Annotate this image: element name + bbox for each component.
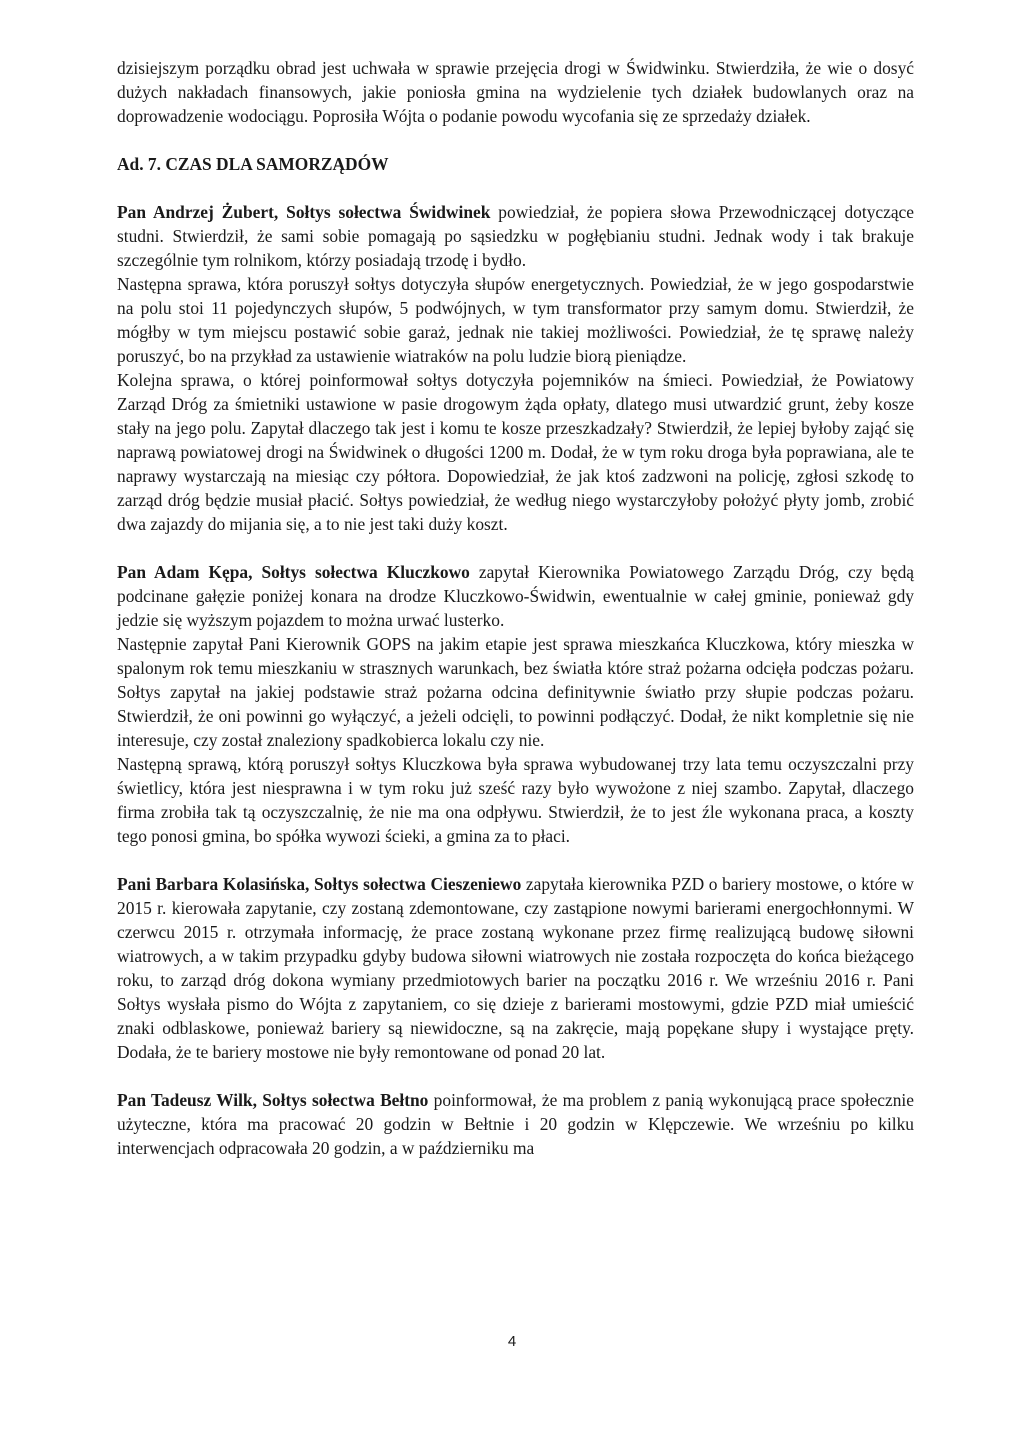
wilk-paragraph xyxy=(117,1088,914,1160)
kepa-text-1: zapytał Kierownika Powiatowego Zarządu Dróg, czy będą podcinane gałęzie poniżej konara na drodze Kluczkowo-Świdwin, ewentualnie w całej gminie, ponieważ gdy jedzie się wyższym pojazdem to można urwać lusterko. xyxy=(117,562,914,630)
wilk-text: poinformował, że ma problem z panią wykonującą prace społecznie użyteczne, która ma pracować 20 godzin w Bełtnie i 20 godzin w Klępczewie. We wrześniu po kilku interwencjach odpracowała 20 godzin, a w październiku ma xyxy=(117,1090,914,1158)
zubert-paragraph-1 xyxy=(117,200,914,272)
kolasinska-text: zapytała kierownika PZD o bariery mostowe, o które w 2015 r. kierowała zapytanie, czy zostaną zdemontowane, czy zastąpione nowymi barierami energochłonnymi. W czerwcu 2015 r. otrzymała informację, że prace zostaną wykonane przez firmę realizującą budowę siłowni wiatrowych, a w takim przypadku gdyby budowa siłowni wiatrowych nie została rozpoczęta do końca bieżącego roku, to zarząd dróg dokona wymiany przedmiotowych barier na początku 2016 r. We wrześniu 2016 r. Pani Sołtys wysłała pismo do Wójta z zapytaniem, co się dzieje z barierami mostowymi, gdzie PZD miał umieścić znaki odblaskowe, ponieważ bariery są niewidoczne, są na zakręcie, mają popękane słupy i wystające pręty. Dodała, że te bariery mostowe nie były remontowane od ponad 20 lat. xyxy=(117,874,914,1062)
zubert-paragraph-3: Kolejna sprawa, o której poinformował sołtys dotyczyła pojemników na śmieci. Powiedział, że Powiatowy Zarząd Dróg za śmietniki ustawione w pasie drogowym żąda opłaty, dlatego musi utwardzić grunt, żeby kosze stały na jego polu. Zapytał dlaczego tak jest i komu te kosze przeszkadzały? Stwierdził, że lepiej byłoby zająć się naprawą powiatowej drogi na Świdwinek o długości 1200 m. Dodał, że w tym roku droga była poprawiana, ale te naprawy wystarczają na miesiąc czy półtora. Dopowiedział, że jak ktoś zadzwoni na policję, zgłosi szkodę to zarząd dróg będzie musiał płacić. Sołtys powiedział, że według niego wystarczyłoby położyć płyty jomb, zrobić dwa zajazdy do mijania się, a to nie jest taki duży koszt. xyxy=(117,370,914,534)
kepa-paragraph-1 xyxy=(117,560,914,632)
kepa-paragraph-2: Następnie zapytał Pani Kierownik GOPS na jakim etapie jest sprawa mieszkańca Kluczkowa, który mieszka w spalonym rok temu mieszkaniu w strasznych warunkach, bez światła które straż pożarna odcięła podczas pożaru. Sołtys zapytał na jakiej podstawie straż pożarna odcina definitywnie światło przy słupie podczas pożaru. Stwierdził, że oni powinni go wyłączyć, a jeżeli odcięli, to powinni podłączyć. Dodał, że nikt kompletnie się nie interesuje, czy został znaleziony spadkobierca lokalu czy nie. xyxy=(117,634,914,750)
speaker-kolasinska: Pani Barbara Kolasińska, Sołtys sołectwa Cieszeniewo xyxy=(117,874,522,894)
speaker-zubert: Pan Andrzej Żubert, Sołtys sołectwa Świdwinek xyxy=(117,202,491,222)
section-heading: Ad. 7. CZAS DLA SAMORZĄDÓW xyxy=(117,154,389,174)
page-number: 4 xyxy=(507,1333,517,1350)
kepa-paragraph-3: Następną sprawą, którą poruszył sołtys Kluczkowa była sprawa wybudowanej trzy lata temu oczyszczalni przy świetlicy, która jest niesprawna i w tym roku już sześć razy było wywożone z niej szambo. Zapytał, dlaczego firma zrobiła tak tą oczyszczalnię, że nie ma ona odpływu. Stwierdził, że to jest źle wykonana praca, a koszty tego ponosi gmina, bo spółka wywozi ścieki, a gmina za to płaci. xyxy=(117,754,914,846)
zubert-text-1: powiedział, że popiera słowa Przewodniczącej dotyczące studni. Stwierdził, że sami sobie pomagają po sąsiedzku w pogłębianiu studni. Jednak wody i tak brakuje szczególnie tym rolnikom, którzy posiadają trzodę i bydło. xyxy=(117,202,914,270)
speaker-wilk: Pan Tadeusz Wilk, Sołtys sołectwa Bełtno xyxy=(117,1090,429,1110)
kolasinska-paragraph xyxy=(117,872,914,1064)
intro-paragraph: dzisiejszym porządku obrad jest uchwała w sprawie przejęcia drogi w Świdwinku. Stwierdziła, że wie o dosyć dużych nakładach finansowych, jakie poniosła gmina na wydzielenie tych działek budowlanych oraz na doprowadzenie wodociągu. Poprosiła Wójta o podanie powodu wycofania się ze sprzedaży działek. xyxy=(117,58,914,126)
zubert-paragraph-2: Następna sprawa, która poruszył sołtys dotyczyła słupów energetycznych. Powiedział, że w jego gospodarstwie na polu stoi 11 pojedynczych słupów, 5 podwójnych, w tym transformator przy samym domu. Stwierdził, że mógłby w tym miejscu postawić sobie garaż, jednak nie takiej możliwości. Powiedział, że tę sprawę należy poruszyć, bo na przykład za ustawienie wiatraków na polu ludzie biorą pieniądze. xyxy=(117,274,914,366)
speaker-kepa: Pan Adam Kępa, Sołtys sołectwa Kluczkowo xyxy=(117,562,470,582)
